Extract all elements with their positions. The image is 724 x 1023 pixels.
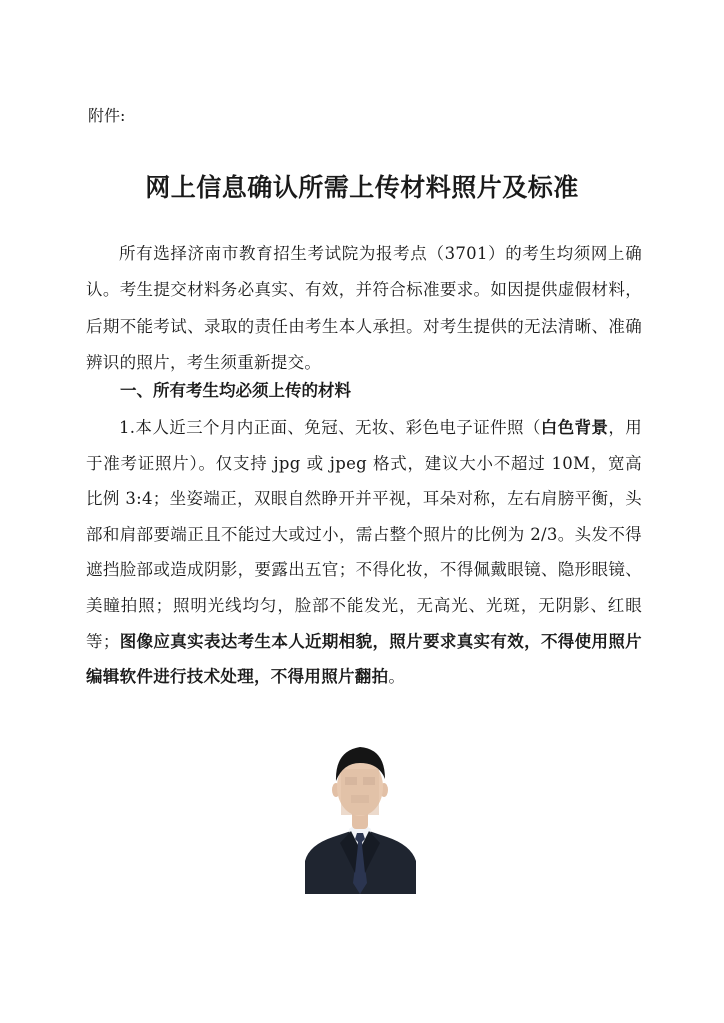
intro-text: 所有选择济南市教育招生考试院为报考点（3701）的考生均须网上确认。考生提交材料务必真实、有效，并符合标准要求。如因提供虚假材料，后期不能考试、录取的责任由考生本人承担。对考生提供的无法清晰、准确辨识的照片，考生须重新提交。 [86, 244, 642, 372]
mosaic-block [363, 777, 375, 785]
id-photo-illustration [305, 733, 416, 894]
item-1-paragraph [86, 410, 642, 695]
item-1-text [86, 410, 642, 695]
face-blur-mosaic [341, 769, 379, 815]
mosaic-block [345, 777, 357, 785]
item-1-part2: ，用于准考证照片）。仅支持 jpg 或 jpeg 格式，建议大小不超过 10M，宽高比例 3:4；坐姿端正，双眼自然睁开并平视，耳朵对称，左右肩膀平衡，头部和肩部要端正且不能过大或过小，需占整个照片的比例为 2/3。头发不得遮挡脸部或造成阴影，要露出五官；不得化妆，不得佩戴眼镜、隐形眼镜、美瞳拍照；照明光线均匀，脸部不能发光，无高光、光斑，无阴影、红眼等； [86, 418, 643, 651]
attachment-label: 附件: [88, 106, 126, 125]
item-1-bold-background: 白色背景 [540, 418, 609, 437]
page-title: 网上信息确认所需上传材料照片及标准 [145, 173, 579, 202]
mosaic-block [351, 795, 369, 803]
sample-id-photo [305, 733, 416, 894]
item-1-bold-requirement: 图像应真实表达考生本人近期相貌，照片要求真实有效，不得使用照片编辑软件进行技术处理，不得用照片翻拍 [86, 631, 642, 687]
intro-paragraph [86, 236, 642, 381]
item-1-part3: 。 [388, 667, 406, 687]
item-1-part1: 1.本人近三个月内正面、免冠、无妆、彩色电子证件照（ [119, 418, 541, 437]
section-heading: 一、所有考生均必须上传的材料 [120, 381, 351, 400]
